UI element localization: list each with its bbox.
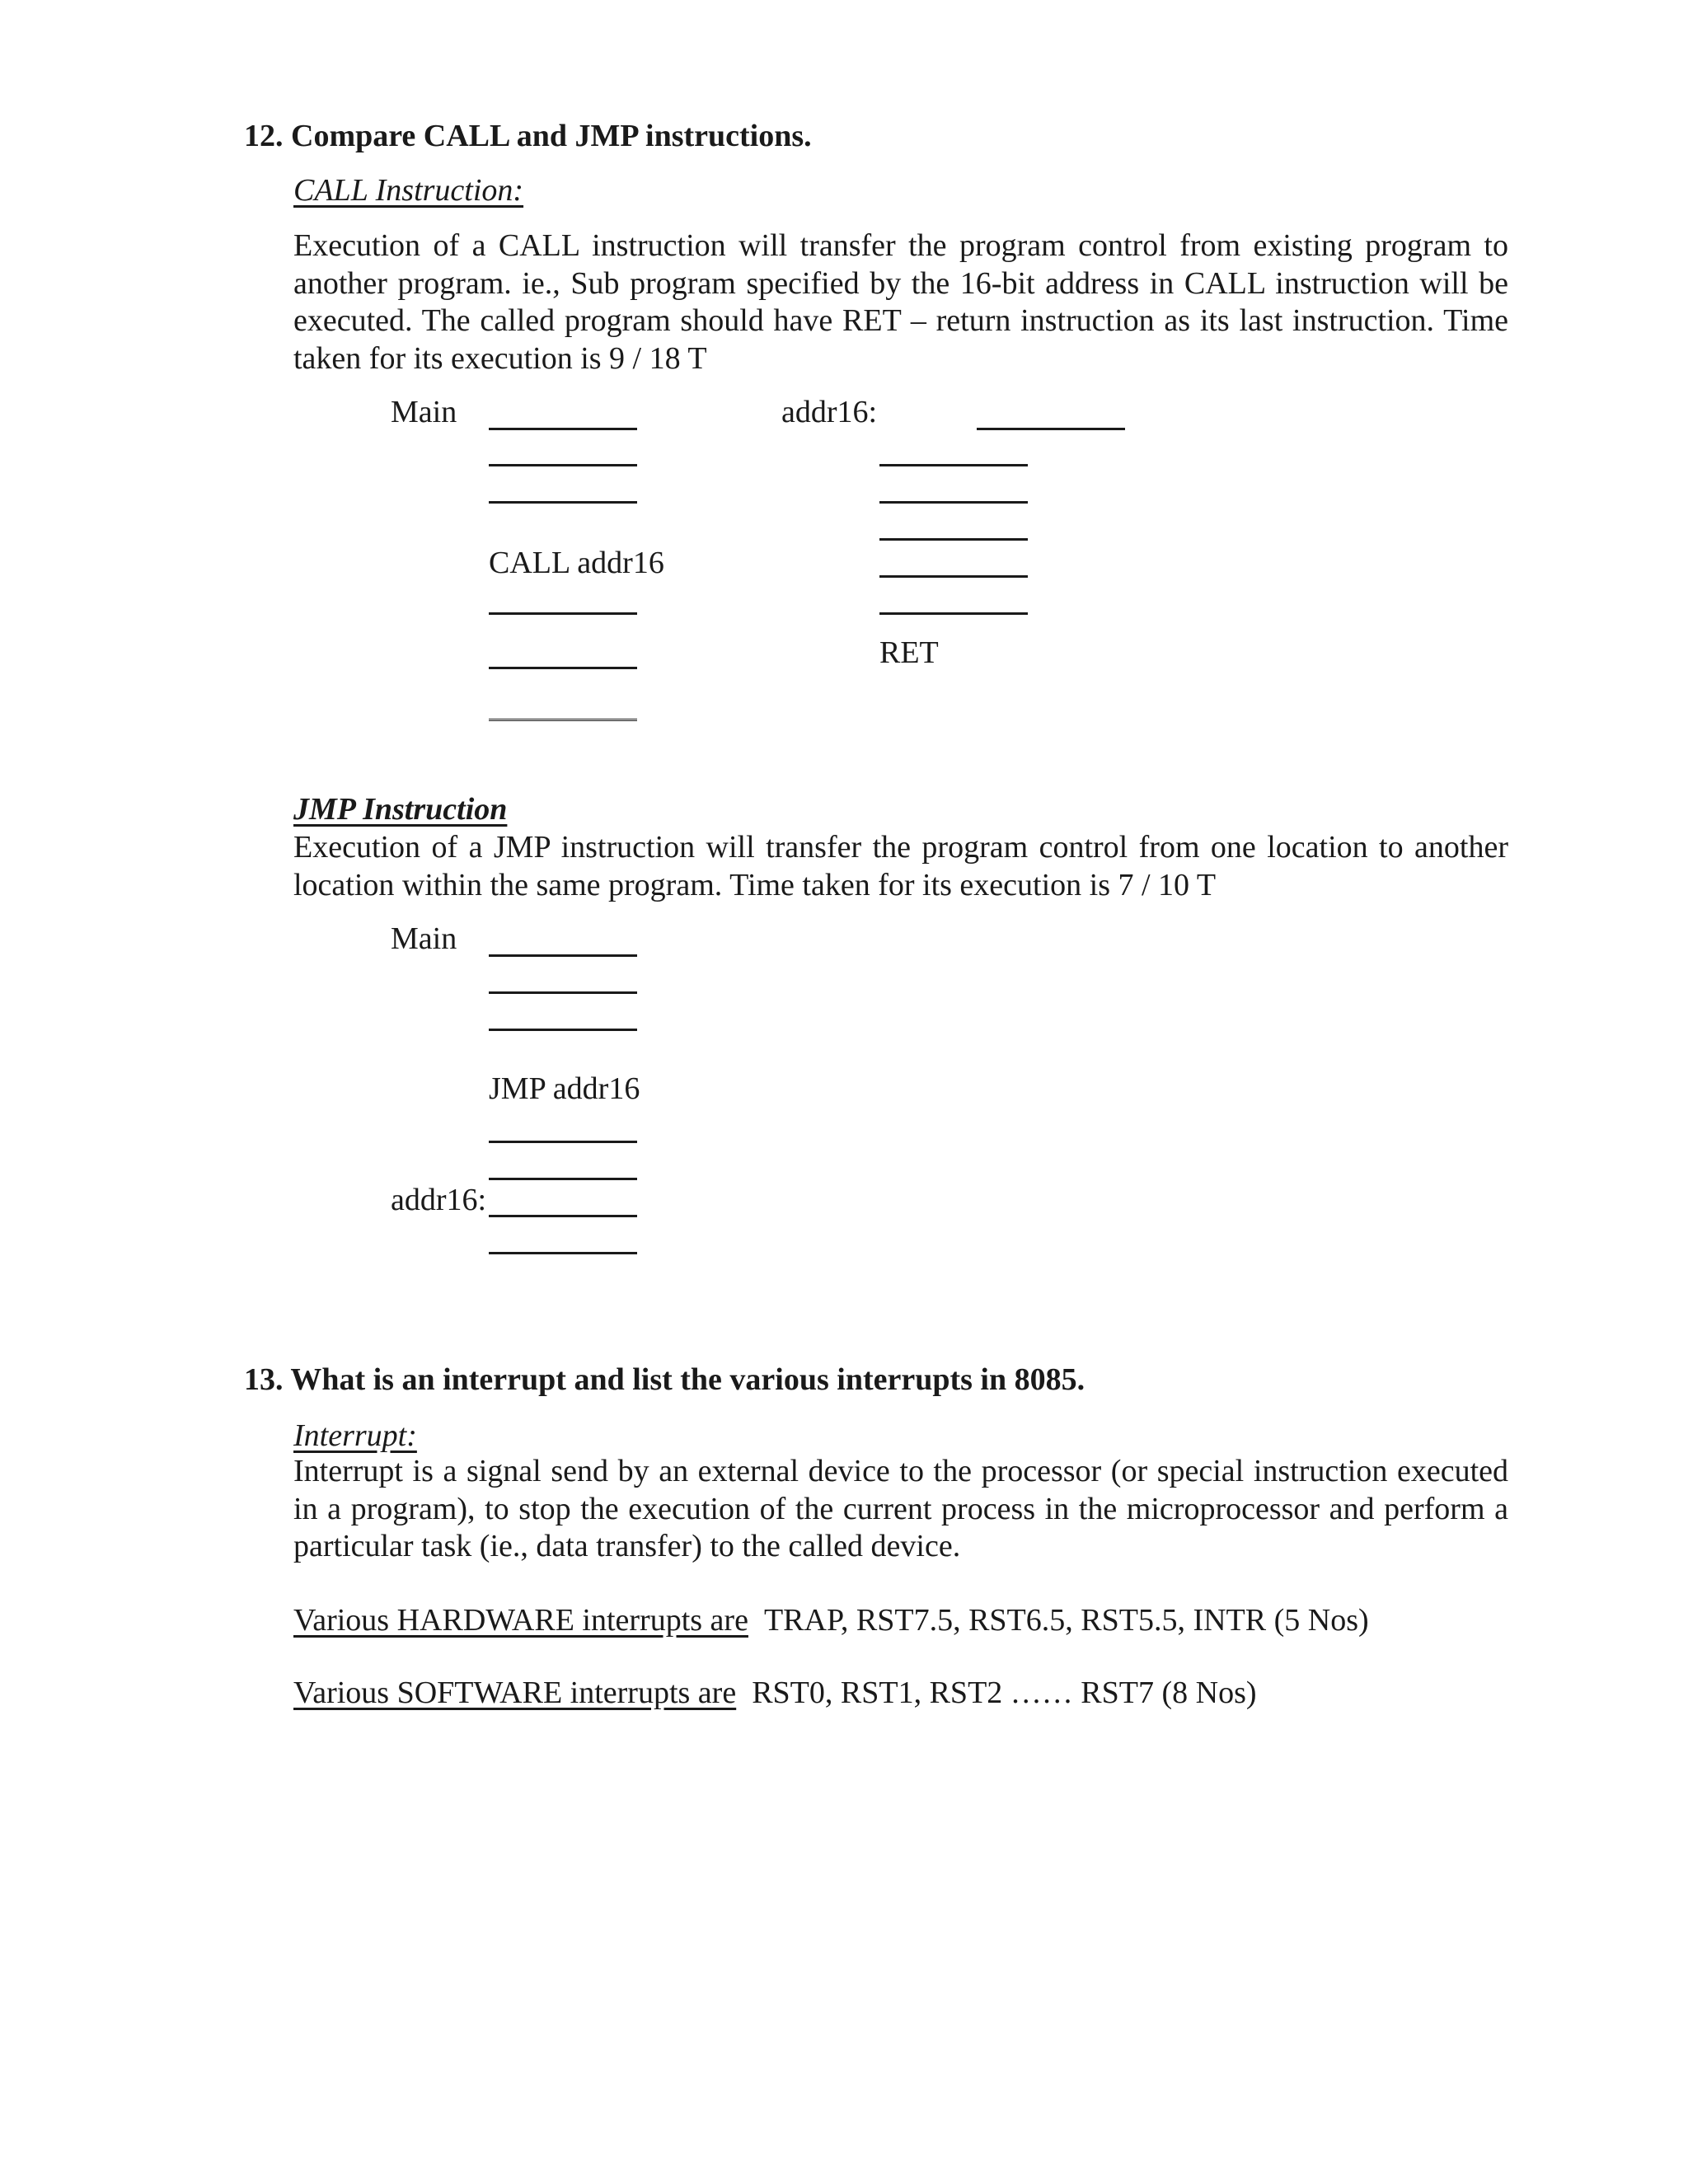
call-instruction-text: CALL addr16: [489, 546, 664, 580]
jmp-blank-line: [489, 991, 637, 994]
software-interrupts-line: [293, 1675, 1257, 1711]
jmp-main-label: Main: [391, 921, 457, 956]
call-main-end-double-line: [489, 719, 637, 724]
jmp-target-label: addr16:: [391, 1183, 487, 1217]
call-sub-blank-line: [977, 428, 1125, 430]
question-12-title: 12. Compare CALL and JMP instructions.: [244, 119, 812, 153]
call-subprogram-label: addr16:: [781, 395, 878, 429]
call-main-blank-line: [489, 667, 637, 669]
call-main-blank-line: [489, 428, 637, 430]
hardware-interrupts-label: Various HARDWARE interrupts are: [293, 1603, 748, 1638]
jmp-blank-line: [489, 1215, 637, 1217]
jmp-blank-line: [489, 1252, 637, 1254]
call-instruction-paragraph: Execution of a CALL instruction will transfer the program control from existing program to another program. ie., Sub program specified by the 16-bit address in CALL instruction will be executed. The called program should have RET – return instruction as its last instruction. Time taken for its execution is 9 / 18 T: [293, 228, 1508, 376]
call-main-blank-line: [489, 501, 637, 504]
software-interrupts-label: Various SOFTWARE interrupts are: [293, 1675, 737, 1710]
interrupt-heading: Interrupt:: [293, 1418, 417, 1453]
ret-instruction-text: RET: [879, 635, 939, 670]
jmp-blank-line: [489, 1029, 637, 1031]
call-sub-blank-line: [879, 464, 1028, 466]
call-sub-blank-line: [879, 538, 1028, 541]
call-main-label: Main: [391, 395, 457, 429]
question-13-title: 13. What is an interrupt and list the various interrupts in 8085.: [244, 1362, 1085, 1397]
call-sub-blank-line: [879, 612, 1028, 615]
jmp-instruction-heading: JMP Instruction: [293, 792, 508, 827]
jmp-blank-line: [489, 1178, 637, 1180]
jmp-blank-line: [489, 1141, 637, 1143]
hardware-interrupts-line: [293, 1602, 1369, 1638]
jmp-instruction-text: JMP addr16: [489, 1071, 640, 1106]
call-sub-blank-line: [879, 575, 1028, 578]
call-main-blank-line: [489, 612, 637, 615]
interrupt-paragraph: Interrupt is a signal send by an external device to the processor (or special instruction executed in a program), to stop the execution of the current process in the microprocessor and perform a particular task (ie., data transfer) to the called device.: [293, 1454, 1508, 1563]
software-interrupts-list: RST0, RST1, RST2 …… RST7 (8 Nos): [752, 1675, 1257, 1710]
call-main-blank-line: [489, 464, 637, 466]
call-instruction-heading: CALL Instruction:: [293, 173, 524, 208]
call-sub-blank-line: [879, 501, 1028, 504]
jmp-blank-line: [489, 954, 637, 957]
hardware-interrupts-list: TRAP, RST7.5, RST6.5, RST5.5, INTR (5 Nos): [763, 1603, 1369, 1638]
jmp-instruction-paragraph: Execution of a JMP instruction will transfer the program control from one location to another location within the same program. Time taken for its execution is 7 / 10 T: [293, 830, 1508, 902]
